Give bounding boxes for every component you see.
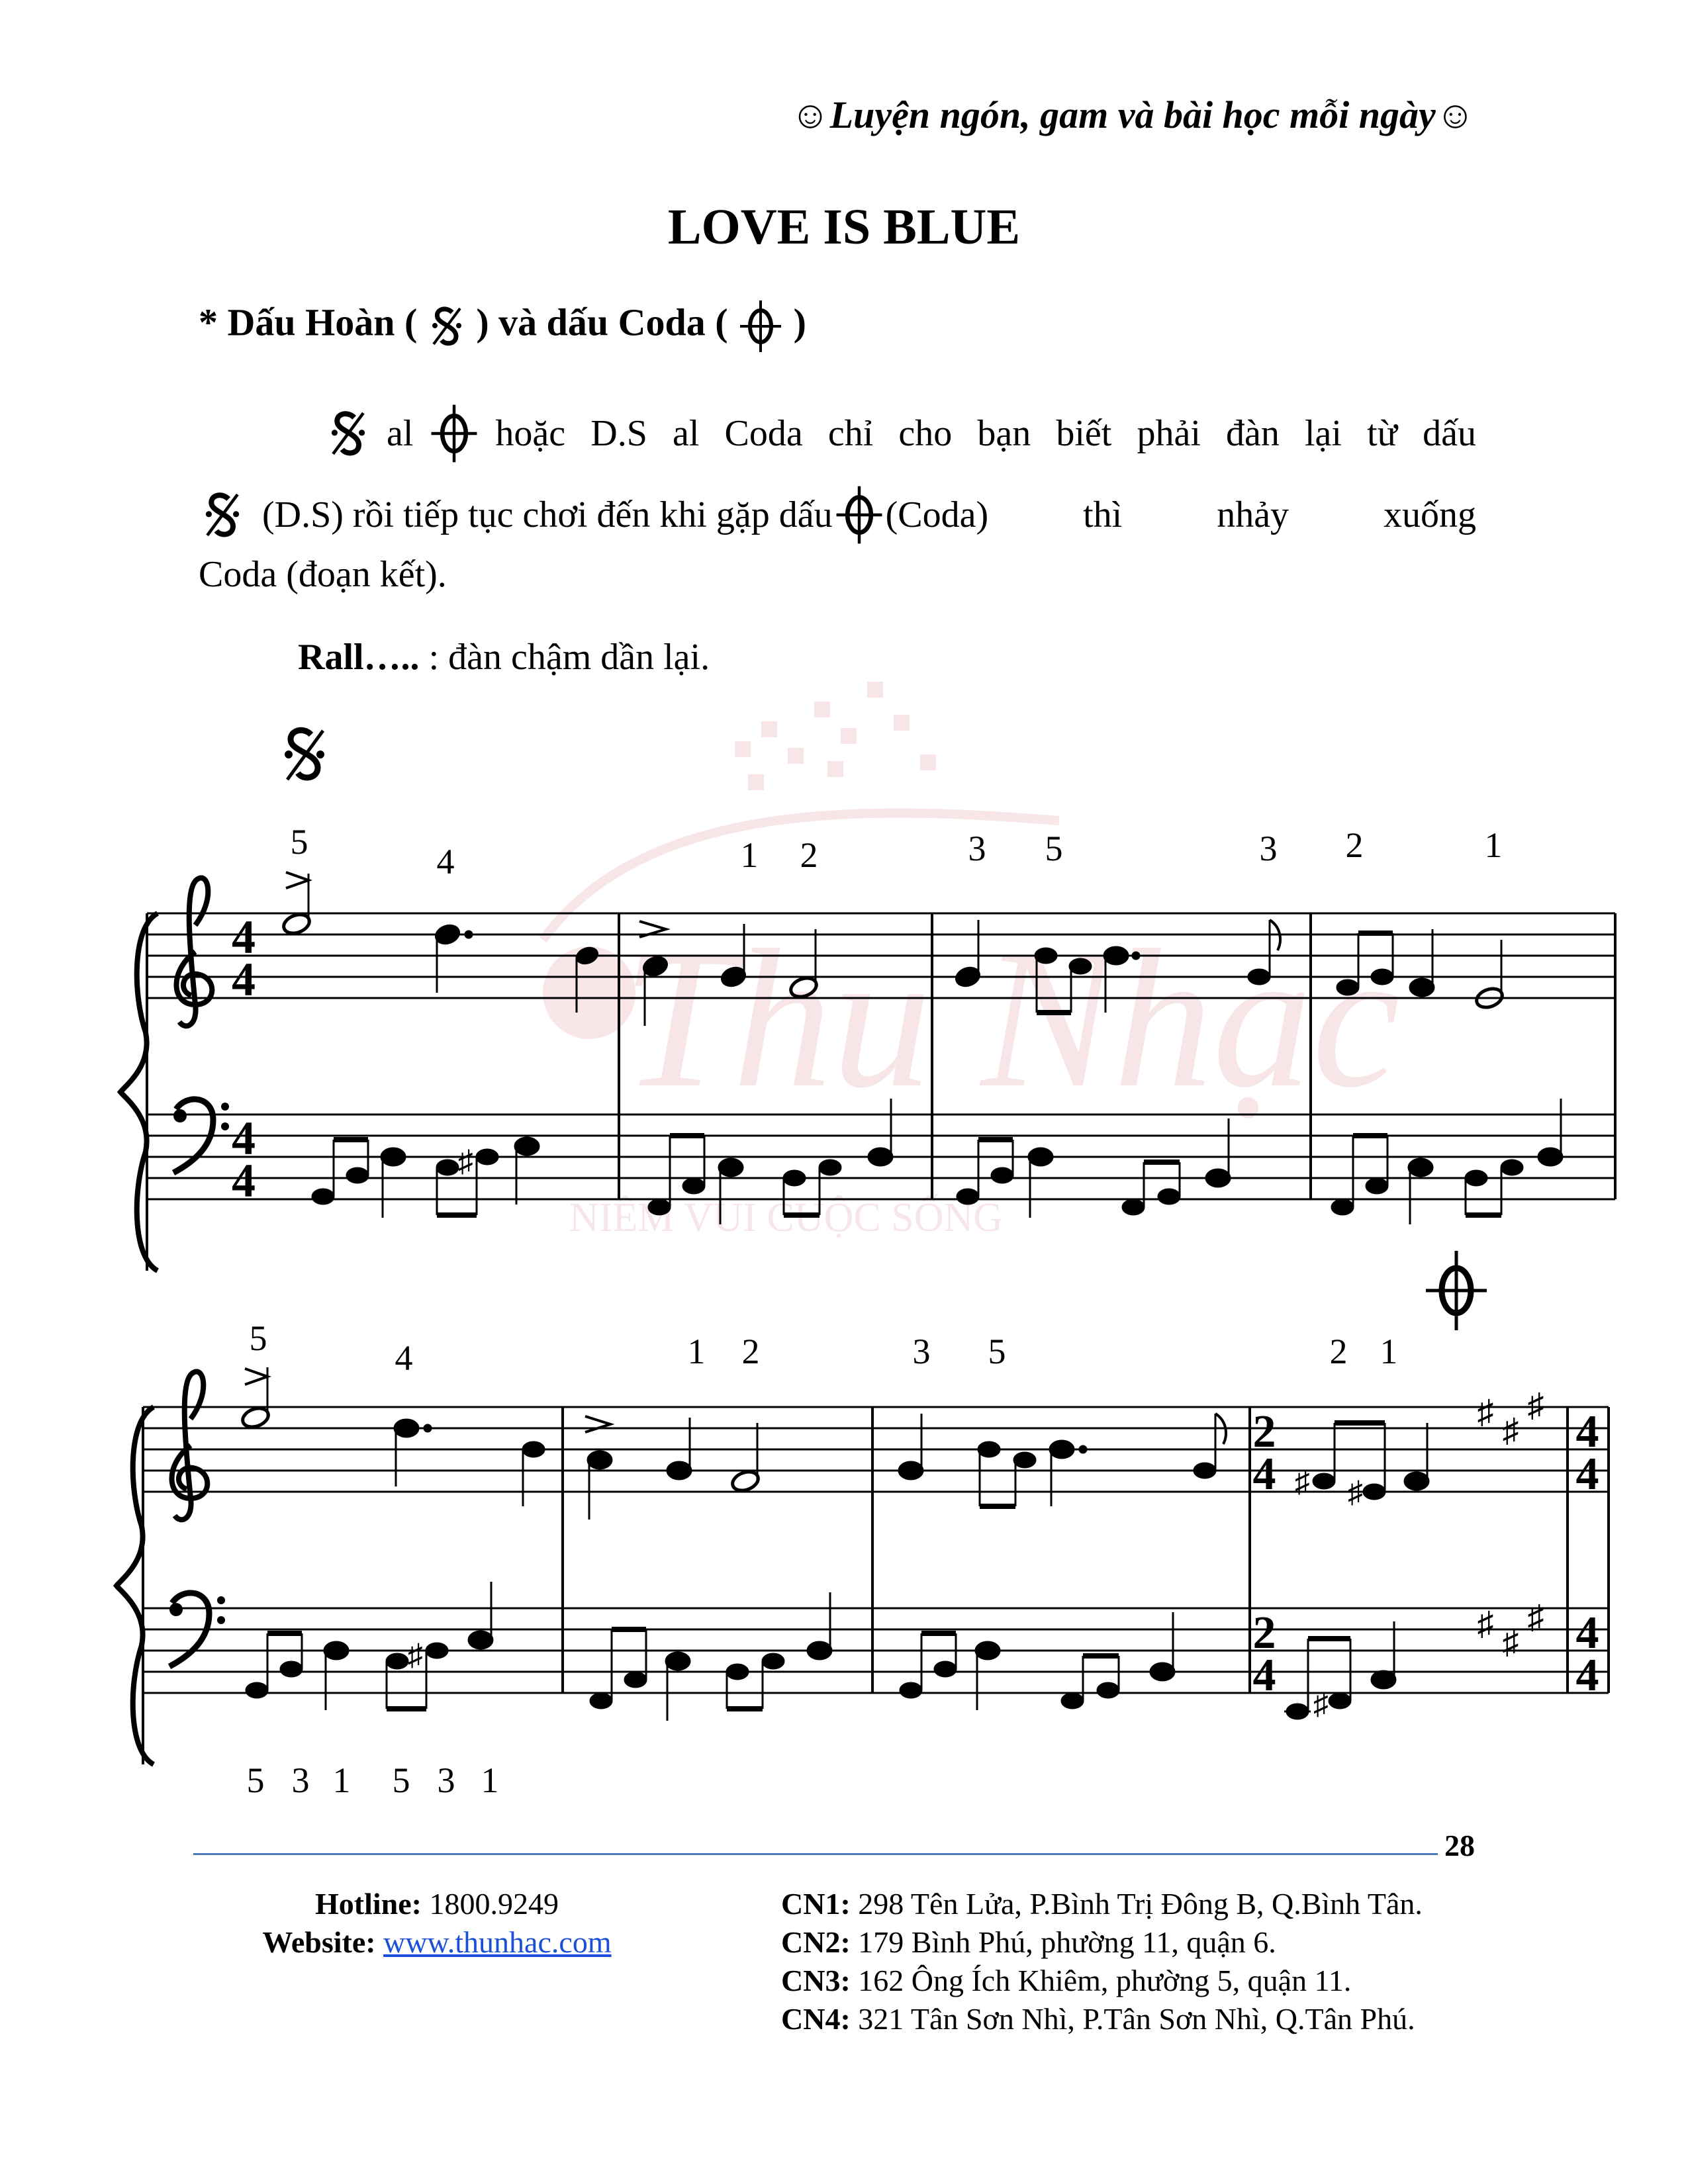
time-sig-bottom: 4 (1575, 1650, 1599, 1701)
hotline-label: Hotline: (315, 1887, 422, 1921)
fingering: 5 (249, 1318, 267, 1358)
fingering: 3 (1259, 829, 1278, 868)
fingering: 2 (1345, 825, 1364, 865)
time-sig-bottom: 4 (1252, 1449, 1276, 1500)
fingering: 2 (800, 835, 818, 875)
page-number: 28 (1444, 1829, 1475, 1862)
svg-text:♯: ♯ (1313, 1687, 1329, 1721)
svg-text:♯: ♯ (1527, 1598, 1544, 1635)
svg-text:♯: ♯ (1502, 1412, 1519, 1449)
fingering: 5 (290, 822, 308, 862)
line2-text-d: nhảy (1217, 494, 1289, 535)
fingering: 5 (392, 1760, 410, 1800)
time-sig-top: 2 (1252, 1608, 1276, 1659)
time-sig-top: 2 (1252, 1406, 1276, 1457)
branch-item: CN3: 162 Ông Ích Khiêm, phường 5, quận 11. (781, 1964, 1352, 1997)
svg-text:♯: ♯ (458, 1144, 473, 1178)
time-sig-bottom: 4 (232, 1154, 256, 1207)
time-sig-bottom: 4 (232, 953, 256, 1006)
time-sig-top: 4 (1575, 1608, 1599, 1659)
line1-text: hoặc D.S al Coda chỉ cho bạn biết phải đàn lại từ dấu (495, 413, 1476, 454)
heading-text-b: ) và dấu Coda ( (476, 300, 728, 344)
fingering: 3 (437, 1760, 455, 1800)
segno-sign (285, 730, 324, 780)
fingering: 1 (1484, 825, 1503, 865)
footer-divider (193, 1853, 1438, 1855)
watermark-slogan: NIỀM VUI CUỘC SỐNG (569, 1195, 1004, 1240)
svg-text:♯: ♯ (1477, 1393, 1494, 1430)
branch-item: CN2: 179 Bình Phú, phường 11, quận 6. (781, 1925, 1276, 1959)
fingering: 1 (1380, 1332, 1398, 1371)
hotline-number: 1800.9249 (429, 1887, 559, 1921)
time-sig-top: 4 (232, 911, 256, 964)
heading-text-a: * Dấu Hoàn ( (199, 300, 418, 344)
fingering: 1 (332, 1760, 351, 1800)
rall-term: Rall….. (298, 637, 420, 678)
time-sig-bottom: 4 (1575, 1449, 1599, 1500)
coda-sign (1426, 1251, 1487, 1330)
line2-text-e: xuống (1383, 494, 1476, 535)
fingering: 5 (988, 1332, 1006, 1371)
fingering: 4 (395, 1338, 413, 1378)
watermark-brand: Thu Nhạc (622, 909, 1401, 1128)
fingering: 1 (481, 1760, 499, 1800)
branch-item: CN4: 321 Tân Sơn Nhì, P.Tân Sơn Nhì, Q.Tân Phú. (781, 2002, 1415, 2036)
line2-text-a: (D.S) rồi tiếp tục chơi đến khi gặp dấu (262, 494, 833, 535)
rall-definition: : đàn chậm dần lại. (428, 637, 710, 678)
fingering: 3 (968, 829, 986, 868)
fingering: 2 (741, 1332, 760, 1371)
website-link[interactable]: www.thunhac.com (383, 1925, 612, 1959)
fingering: 3 (912, 1332, 931, 1371)
svg-text:♯: ♯ (1295, 1465, 1310, 1498)
fingering: 1 (740, 835, 759, 875)
svg-text:♯: ♯ (408, 1638, 423, 1672)
line1-al: al (387, 413, 414, 454)
website-label: Website: (262, 1925, 376, 1959)
svg-text:♯: ♯ (1527, 1387, 1544, 1424)
footer-branches (781, 1885, 1423, 2038)
time-sig-top: 4 (232, 1112, 256, 1165)
fingering: 5 (1045, 829, 1063, 868)
fingering: 1 (687, 1332, 706, 1371)
svg-text:♯: ♯ (1477, 1605, 1494, 1642)
line2-text-c: thì (1083, 494, 1123, 535)
page-motto: ☺Luyện ngón, gam và bài học mỗi ngày☺ (790, 93, 1475, 136)
svg-text:♯: ♯ (1502, 1623, 1519, 1661)
fingering: 4 (436, 842, 455, 882)
fingering: 5 (246, 1760, 265, 1800)
time-sig-bottom: 4 (1252, 1650, 1276, 1701)
footer-contact (225, 1885, 649, 1962)
branch-item: CN1: 298 Tên Lửa, P.Bình Trị Đông B, Q.Bình Tân. (781, 1887, 1423, 1921)
fingering: 3 (291, 1760, 310, 1800)
heading-text-c: ) (793, 300, 806, 344)
time-sig-top: 4 (1575, 1406, 1599, 1457)
fingering: 2 (1329, 1332, 1348, 1371)
line2-text-b: (Coda) (885, 494, 989, 535)
svg-text:♯: ♯ (1348, 1475, 1363, 1509)
song-title: LOVE IS BLUE (667, 199, 1021, 255)
paragraph-line-3: Coda (đoạn kết). (199, 554, 447, 595)
